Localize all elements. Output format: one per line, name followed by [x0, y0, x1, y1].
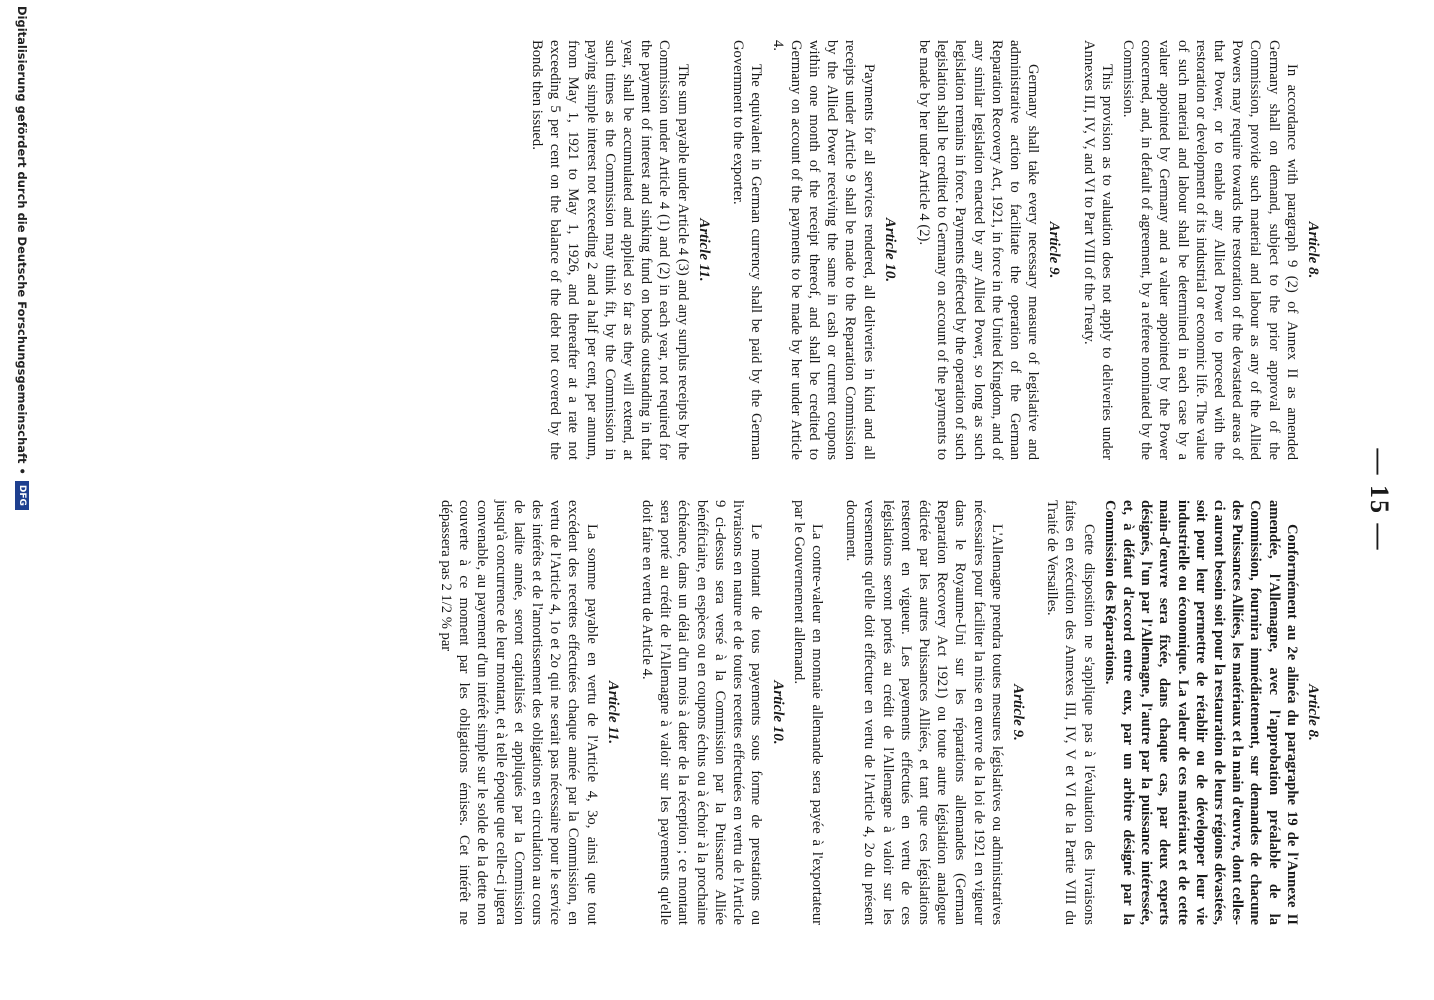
article-10-english	[729, 40, 899, 460]
article-heading: Article 9.	[1009, 684, 1026, 741]
article-11-english	[528, 40, 713, 460]
english-column	[512, 40, 1322, 460]
digitization-credit	[8, 0, 36, 1000]
article-paragraph: Le montant de tous payements sous forme de prestations ou livraisons en nature et de toutes recettes effectuées en vertu de l'Article 9 ci-dessus sera versé à la Commission par la Puissance Alliée bénéficiaire, en espèces ou en coupons échus ou à échoir à la prochaine échéance, dans un délai d'un mois à dater de la réception ; ce montant sera porté au crédit de l'Allemagne à valoir sur les payements qu'elle doit faire en vertu de Article 4.	[639, 500, 765, 925]
french-column	[421, 500, 1322, 925]
article-paragraph: La somme payable en vertu de l'Article 4, 3o, ainsi que tout excédent des recettes effectuées chaque année par la Commission, en vertu de l'Article 4, 1o et 2o qui ne serait pas nécessaire pour le service des intérêts et de l'amortissement des obligations en circulation au cours de ladite année, seront capitalisés et appliqués par la Commission jusqu'à concurrence de leur montant, et à telle époque que celle-ci jugera convenable, au payement d'un intérêt simple sur le solde de la dette non couverte à ce moment par les obligations émises. Cet intérêt ne dépassera pas 2 1/2 % par	[438, 500, 600, 925]
article-paragraph: The sum payable under Article 4 (3) and any surplus receipts by the Commission under Article 4 (1) and (2) in each year, not required for the payment of interest and sinking fund on bonds outstanding in that year, shall be accumulated and applied so far as they will extend, at such times as the Commission may think fit, by the Commission in paying simple interest not exceeding 2 and a half per cent, per annum, from May 1, 1921 to May 1, 1926, and thereafter at a rate not exceeding 5 per cent on the balance of the debt not covered by the Bonds then issued.	[529, 40, 691, 460]
credit-text: Digitalisierung gefördert durch die Deutsche Forschungsgemeinschaft •	[15, 6, 29, 475]
article-paragraph: The equivalent in German currency shall be paid by the German Government to the exporter.	[730, 40, 765, 460]
article-paragraph: In accordance with paragraph 9 (2) of Annex II as amended Germany shall on demand, subject to the prior approval of the Commission, provide such material and labour as any of the Allied Powers may require towards the restoration of the devastated areas of that Power, or to enable any Allied Power to proceed with the restoration or development of its industrial or economic life. The value of such material and labour shall be determined in each case by a valuer appointed by Germany and a valuer appointed by the Power concerned, and, in default of agreement, by a referee nominated by the Commission.	[1119, 40, 1300, 460]
article-heading: Article 8.	[1305, 684, 1321, 741]
article-8-french	[1043, 500, 1322, 925]
article-8-english	[1079, 40, 1322, 460]
dfg-logo: DFG	[15, 481, 29, 510]
article-paragraph: La contre-valeur en monnaie allemande sera payée à l'exportateur par le Gouvernement allemand.	[790, 500, 825, 925]
article-paragraph: Cette disposition ne s'applique pas à l'évaluation des livraisons faites en exécution des Annexes III, IV, V et VI de la Partie VIII du Traité de Versailles.	[1044, 500, 1097, 925]
article-paragraph: L'Allemagne prendra toutes mesures législatives ou administratives nécessaires pour faciliter la mise en œuvre de la loi de 1921 en vigueur dans le Royaume-Uni sur les réparations allemandes (German Reparation Recovery Act 1921) ou toute autre législation analogue édictée par les autres Puissances Alliées, et tant que ces législations resteront en vigueur. Les payements effectués en vertu de ces législations seront portés au crédit de l'Allemagne à valoir sur les versements qu'elle doit effectuer en vertu de l'Article 4, 2o du présent document.	[843, 500, 1005, 925]
article-paragraph: This provision as to valuation does not apply to deliveries under Annexes III, IV, V, and VI to Part VIII of the Treaty.	[1080, 40, 1115, 460]
article-11-french	[437, 500, 622, 925]
article-heading: Article 11.	[604, 680, 621, 745]
article-10-french	[638, 500, 826, 925]
article-heading: Article 10.	[881, 217, 898, 283]
article-heading: Article 8.	[1305, 221, 1321, 279]
article-paragraph: Germany shall take every necessary measure of legislative and administrative action to facilitate the operation of the German Reparation Recovery Act, 1921, in force in the United Kingdom, and of any similar legislation enacted by any Allied Power, so long as such legislation remains in force. Payments effected by the operation of such legislation shall be credited to Germany on account of the payments to be made by her under Article 4 (2).	[915, 40, 1042, 460]
page-number: — 15 —	[1365, 448, 1394, 552]
article-heading: Article 10.	[769, 680, 786, 745]
article-9-french	[842, 500, 1027, 925]
article-paragraph: Conformément au 2e alinéa du paragraphe 19 de l'Annexe II amendée, l'Allemagne, avec l'approbation préalable de la Commission, fournira immédiatement, sur demandes de chacune des Puissances Alliées, les matériaux et la main d'œuvre, dont celles-ci auront besoin soit pour la restauration de leurs régions dévastées, soit pour leur permettre de rétablir ou de développer leur vie industrielle ou économique. La valeur de ces matériaux et de cette main-d'œuvre sera fixée, dans chaque cas, par deux experts désignés, l'un par l'Allemagne, l'autre par la puissance intéressée, et, à défaut d'accord entre eux, par un arbitre désigné par la Commission des Réparations.	[1101, 500, 1300, 925]
article-heading: Article 11.	[695, 218, 712, 282]
article-heading: Article 9.	[1046, 221, 1063, 279]
article-9-english	[915, 40, 1064, 460]
article-paragraph: Payments for all services rendered, all deliveries in kind and all receipts under Article 9 shall be made to the Reparation Commission by the Allied Power receiving the same in cash or current coupons within one month of the receipt thereof, and shall be credited to Germany on account of the payments to be made by her under Article 4.	[769, 40, 877, 460]
